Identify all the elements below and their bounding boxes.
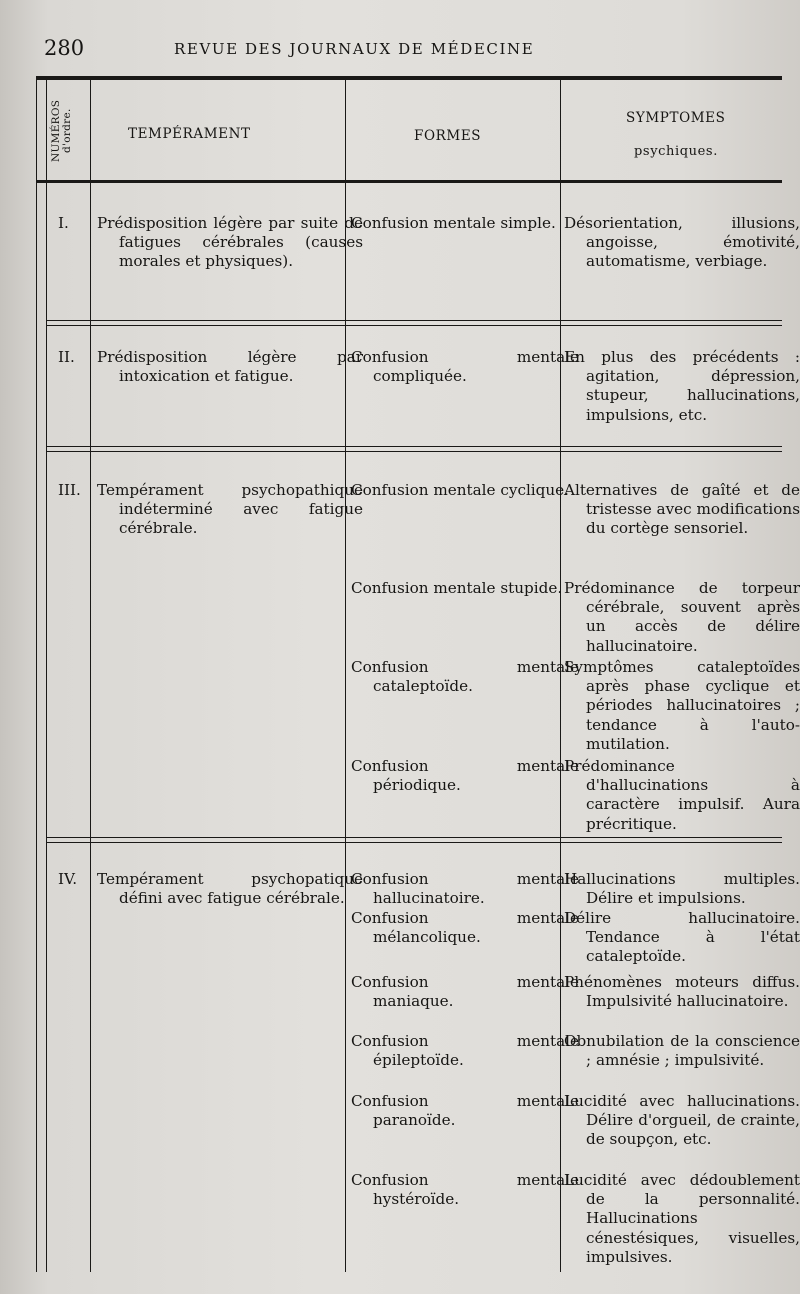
symptomes-cell: Phénomènes moteurs diffus. Impulsivité hallucinatoire.: [564, 973, 800, 1011]
header-numero: NUMÉROS d'ordre.: [50, 99, 73, 163]
group-number: I.: [58, 214, 69, 232]
symptomes-cell: Obnubilation de la conscience ; amnésie ; impulsivité.: [564, 1032, 800, 1070]
symptomes-cell: Lucidité avec hallucinations. Délire d'orgueil, de crainte, de soupçon, etc.: [564, 1092, 800, 1149]
header-temperament: TEMPÉRAMENT: [128, 126, 251, 142]
group-rule-3b: [46, 842, 782, 843]
table-border-left: [36, 80, 37, 1272]
group-number: III.: [58, 481, 81, 499]
temperament-cell: Prédisposition légère par suite de fatigues cérébrales (causes morales et physiques).: [97, 214, 363, 271]
forme-cell: Confusion mentale stupide.: [351, 579, 563, 597]
symptomes-cell: Symptômes cataleptoïdes après phase cyclique et périodes hallucinatoires ; tendance à l'auto-mutilation.: [564, 658, 800, 753]
group-number: IV.: [58, 870, 78, 888]
forme-cell: Confusion mentale paranoïde.: [351, 1092, 579, 1130]
forme-cell: Confusion mentale hystéroïde.: [351, 1171, 579, 1209]
forme-cell: Confusion mentale hallucinatoire.: [351, 870, 579, 908]
column-rule-1: [90, 80, 91, 1272]
temperament-cell: Tempérament psychopatique défini avec fatigue cérébrale.: [97, 870, 363, 908]
classification-table: [36, 76, 800, 1272]
symptomes-cell: Prédominance de torpeur cérébrale, souvent après un accès de délire hallucinatoire.: [564, 579, 800, 655]
forme-cell: Confusion mentale périodique.: [351, 757, 579, 795]
header-symptomes: SYMPTOMES: [626, 110, 726, 126]
forme-cell: Confusion mentale simple.: [351, 214, 556, 232]
symptomes-cell: Désorientation, illusions, angoisse, émotivité, automatisme, verbiage.: [564, 214, 800, 271]
symptomes-cell: Hallucinations multiples. Délire et impulsions.: [564, 870, 800, 908]
symptomes-cell: Prédominance d'hallucinations à caractère impulsif. Aura précritique.: [564, 757, 800, 833]
symptomes-cell: Alternatives de gaîté et de tristesse avec modifications du cortège sensoriel.: [564, 481, 800, 538]
forme-cell: Confusion mentale cyclique.: [351, 481, 569, 499]
forme-cell: Confusion mentale épileptoïde.: [351, 1032, 579, 1070]
symptomes-cell: Délire hallucinatoire. Tendance à l'état cataleptoïde.: [564, 909, 800, 966]
symptomes-cell: Lucidité avec dédoublement de la personnalité. Hallucinations cénestésiques, visuelles, impulsives.: [564, 1171, 800, 1266]
temperament-cell: Tempérament psychopathique indéterminé avec fatigue cérébrale.: [97, 481, 363, 538]
forme-cell: Confusion mentale mélancolique.: [351, 909, 579, 947]
group-number: II.: [58, 348, 75, 366]
group-rule-3: [46, 837, 782, 838]
page-header: [44, 36, 744, 70]
symptomes-cell: En plus des précédents : agitation, dépression, stupeur, hallucinations, impulsions, etc.: [564, 348, 800, 424]
running-title: REVUE DES JOURNAUX DE MÉDECINE: [174, 40, 535, 58]
temperament-cell: Prédisposition légère par intoxication et fatigue.: [97, 348, 363, 386]
header-rule: [36, 180, 782, 183]
page-number: 280: [44, 36, 85, 60]
header-formes: FORMES: [414, 128, 482, 144]
forme-cell: Confusion mentale compliquée.: [351, 348, 579, 386]
header-symptomes-sub: psychiques.: [634, 144, 718, 159]
group-rule-2b: [46, 451, 782, 452]
group-rule-1b: [46, 325, 782, 326]
group-rule-1: [46, 320, 782, 321]
group-rule-2: [46, 446, 782, 447]
forme-cell: Confusion mentale cataleptoïde.: [351, 658, 579, 696]
table-border-left-inner: [46, 80, 47, 1272]
forme-cell: Confusion mentale maniaque.: [351, 973, 579, 1011]
